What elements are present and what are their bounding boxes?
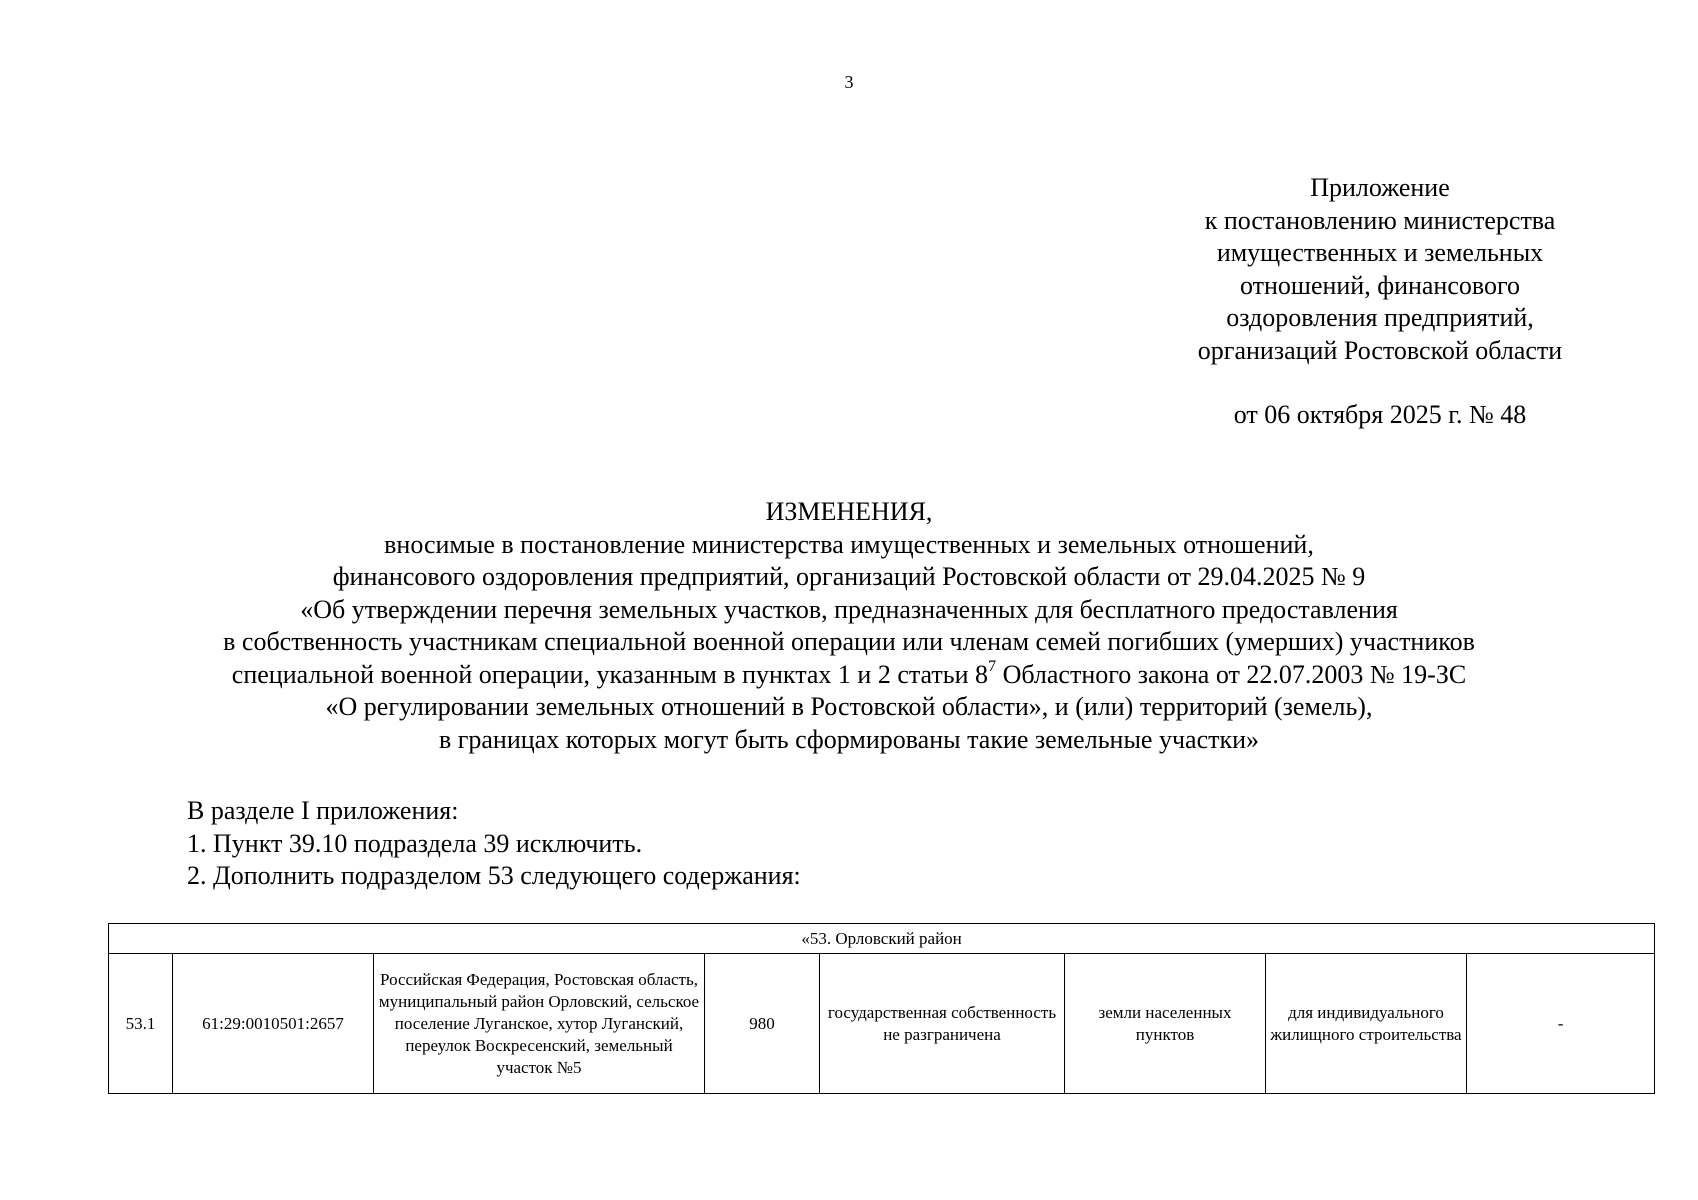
appendix-block bbox=[1170, 172, 1590, 432]
table-row bbox=[109, 954, 1655, 1094]
appendix-line: отношений, финансового bbox=[1239, 270, 1521, 300]
land-plots-table bbox=[108, 923, 1655, 1094]
body-item: 1. Пункт 39.10 подраздела 39 исключить. bbox=[187, 828, 643, 858]
cell-address: Российская Федерация, Ростовская область, муниципальный район Орловский, сельское поселение Луганское, хутор Луганский, переулок Воскресенский, земельный участок №5 bbox=[374, 954, 705, 1094]
title-line: в собственность участникам специальной военной операции или членам семей погибших (умерших) участников bbox=[223, 627, 1475, 656]
title-line: в границах которых могут быть сформированы такие земельные участки» bbox=[438, 724, 1260, 754]
cell-note: - bbox=[1467, 954, 1655, 1094]
appendix-line: оздоровления предприятий, bbox=[1226, 303, 1534, 332]
page-number: 3 bbox=[844, 72, 854, 92]
body-text bbox=[187, 795, 1387, 893]
superscript: 7 bbox=[988, 657, 997, 675]
document-title bbox=[0, 496, 1698, 756]
appendix-line: организаций Ростовской области bbox=[1197, 335, 1563, 365]
appendix-line: Приложение bbox=[1310, 173, 1450, 202]
body-intro: В разделе I приложения: bbox=[187, 796, 459, 825]
appendix-line: к постановлению министерства bbox=[1204, 205, 1556, 235]
cell-ownership: государственная собственность не разграничена bbox=[820, 954, 1065, 1094]
cell-area: 980 bbox=[705, 954, 820, 1094]
title-line: вносимые в постановление министерства имущественных и земельных отношений, bbox=[384, 529, 1314, 559]
title-line-text: специальной военной операции, указанным в пунктах 1 и 2 статьи 8 bbox=[231, 659, 989, 689]
body-item: 2. Дополнить подразделом 53 следующего содержания: bbox=[187, 861, 801, 890]
title-line: «О регулировании земельных отношений в Ростовской области», и (или) территорий (земель), bbox=[325, 692, 1373, 721]
appendix-date: от 06 октября 2025 г. № 48 bbox=[1233, 400, 1527, 429]
cell-number: 53.1 bbox=[109, 954, 173, 1094]
cell-cadastral-number: 61:29:0010501:2657 bbox=[173, 954, 374, 1094]
title-line: финансового оздоровления предприятий, организаций Ростовской области от 29.04.2025 № 9 bbox=[332, 562, 1366, 591]
title-line: «Об утверждении перечня земельных участков, предназначенных для бесплатного предоставления bbox=[300, 594, 1398, 624]
appendix-line: имущественных и земельных bbox=[1216, 238, 1544, 267]
section-header: «53. Орловский район bbox=[109, 924, 1655, 954]
cell-permitted-use: для индивидуального жилищного строительства bbox=[1266, 954, 1467, 1094]
title-heading: ИЗМЕНЕНИЯ, bbox=[765, 497, 933, 526]
title-line bbox=[0, 659, 1698, 692]
title-line-text: Областного закона от 22.07.2003 № 19-ЗС bbox=[996, 659, 1467, 689]
cell-land-category: земли населенных пунктов bbox=[1065, 954, 1266, 1094]
